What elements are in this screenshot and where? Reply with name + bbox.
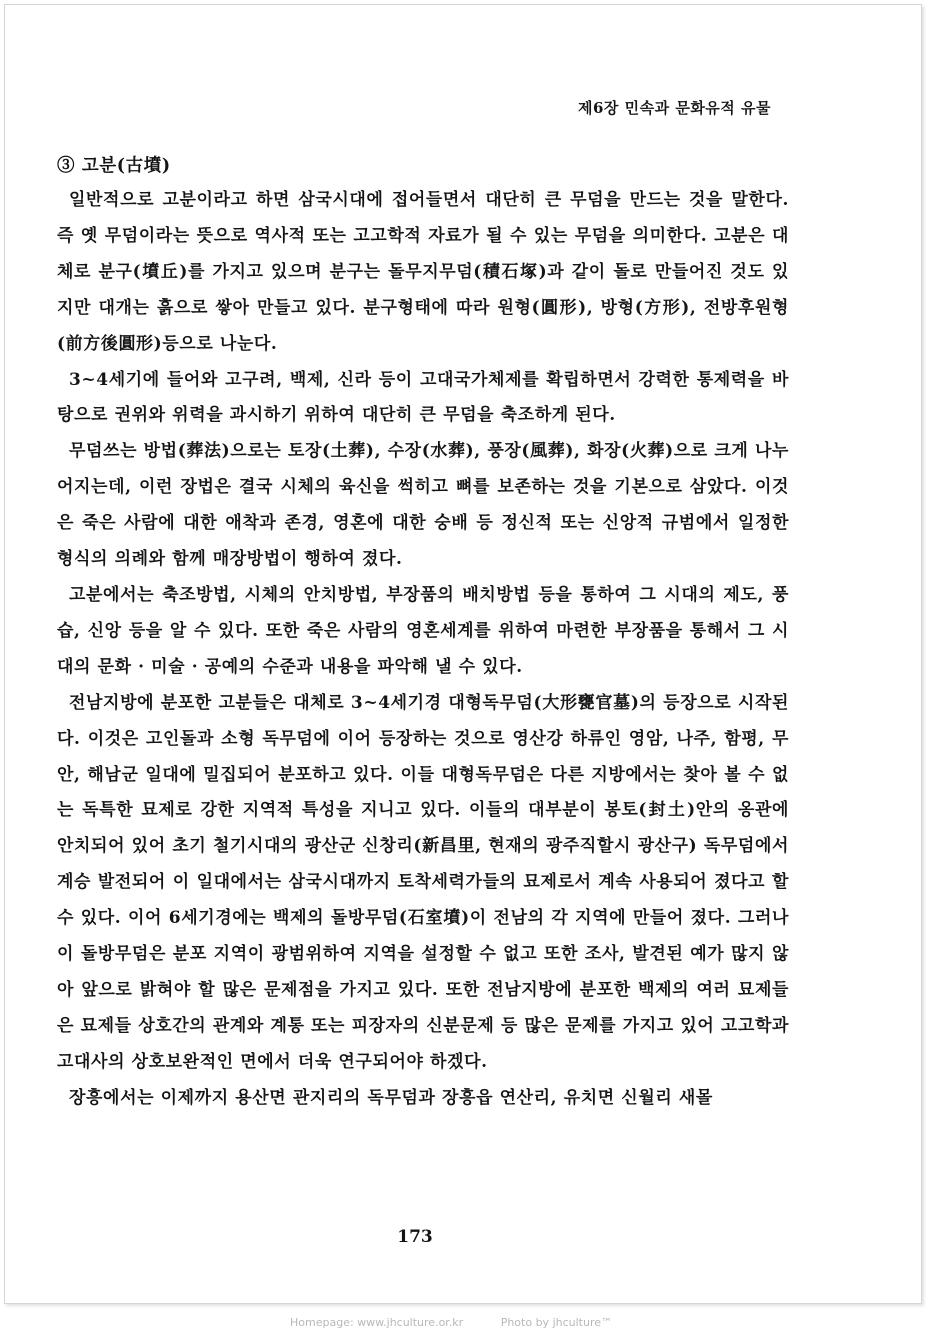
- footer-credits: [290, 1316, 612, 1329]
- paragraph-1: 일반적으로 고분이라고 하면 삼국시대에 접어들면서 대단히 큰 무덤을 만드는 것을 말한다. 즉 옛 무덤이라는 뜻으로 역사적 또는 고고학적 자료가 될 수 있는 무덤을 의미한다. 고분은 대체로 분구(墳丘)를 가지고 있으며 분구는 돌무지무덤(積石塚)과 같이 돌로 만들어진 것도 있지만 대개는 흙으로 쌓아 만들고 있다. 분구형태에 따라 원형(圓形), 방형(方形), 전방후원형(前方後圓形)등으로 나눈다.: [57, 190, 789, 354]
- body-text: [57, 149, 789, 1117]
- running-header: 제6장 민속과 문화유적 유물: [578, 99, 771, 117]
- footer-photo-credit: Photo by jhculture™: [500, 1316, 613, 1329]
- section-heading: ③ 고분(古墳): [57, 156, 171, 176]
- paragraph-5: 전남지방에 분포한 고분들은 대체로 3~4세기경 대형독무덤(大形甕官墓)의 등장으로 시작된다. 이것은 고인돌과 소형 독무덤에 이어 등장하는 것으로 영산강 하류인 영암, 나주, 함평, 무안, 해남군 일대에 밀집되어 분포하고 있다. 이들 대형독무덤은 다른 지방에서는 찾아 볼 수 없는 독특한 묘제로 강한 지역적 특성을 지니고 있다. 이들의 대부분이 봉토(封土)안의 옹관에 안치되어 있어 초기 철기시대의 광산군 신창리(新昌里, 현재의 광주직할시 광산구) 독무덤에서 계승 발전되어 이 일대에서는 삼국시대까지 토착세력가들의 묘제로서 계속 사용되어 졌다고 할 수 있다. 이어 6세기경에는 백제의 돌방무덤(石室墳)이 전남의 각 지역에 만들어 졌다. 그러나 이 돌방무덤은 분포 지역이 광범위하여 지역을 설정할 수 없고 또한 조사, 발견된 예가 많지 않아 앞으로 밝혀야 할 많은 문제점을 가지고 있다. 또한 전남지방에 분포한 백제의 여러 묘제들은 묘제들 상호간의 관계와 계통 또는 피장자의 신분문제 등 많은 문제를 가지고 있어 고고학과 고대사의 상호보완적인 면에서 더욱 연구되어야 하겠다.: [57, 692, 789, 1072]
- paragraph-4: 고분에서는 축조방법, 시체의 안치방법, 부장품의 배치방법 등을 통하여 그 시대의 제도, 풍습, 신앙 등을 알 수 있다. 또한 죽은 사람의 영혼세계를 위하여 마련한 부장품을 통해서 그 시대의 문화 · 미술 · 공예의 수준과 내용을 파악해 낼 수 있다.: [57, 584, 789, 677]
- page-number: 173: [397, 1227, 433, 1247]
- paragraph-3: 무덤쓰는 방법(葬法)으로는 토장(土葬), 수장(水葬), 풍장(風葬), 화장(火葬)으로 크게 나누어지는데, 이런 장법은 결국 시체의 육신을 썩히고 뼈를 보존하는 것을 기본으로 삼았다. 이것은 죽은 사람에 대한 애착과 존경, 영혼에 대한 숭배 등 정신적 또는 신앙적 규범에서 일정한 형식의 의례와 함께 매장방법이 행하여 졌다.: [57, 441, 789, 570]
- paragraph-6: 장흥에서는 이제까지 용산면 관지리의 독무덤과 장흥읍 연산리, 유치면 신월리 새몰: [69, 1087, 713, 1108]
- footer-homepage: Homepage: www.jhculture.or.kr: [290, 1316, 464, 1329]
- page-sheet: [4, 4, 922, 1304]
- paragraph-2: 3~4세기에 들어와 고구려, 백제, 신라 등이 고대국가체제를 확립하면서 강력한 통제력을 바탕으로 권위와 위력을 과시하기 위하여 대단히 큰 무덤을 축조하게 된다.: [57, 369, 789, 426]
